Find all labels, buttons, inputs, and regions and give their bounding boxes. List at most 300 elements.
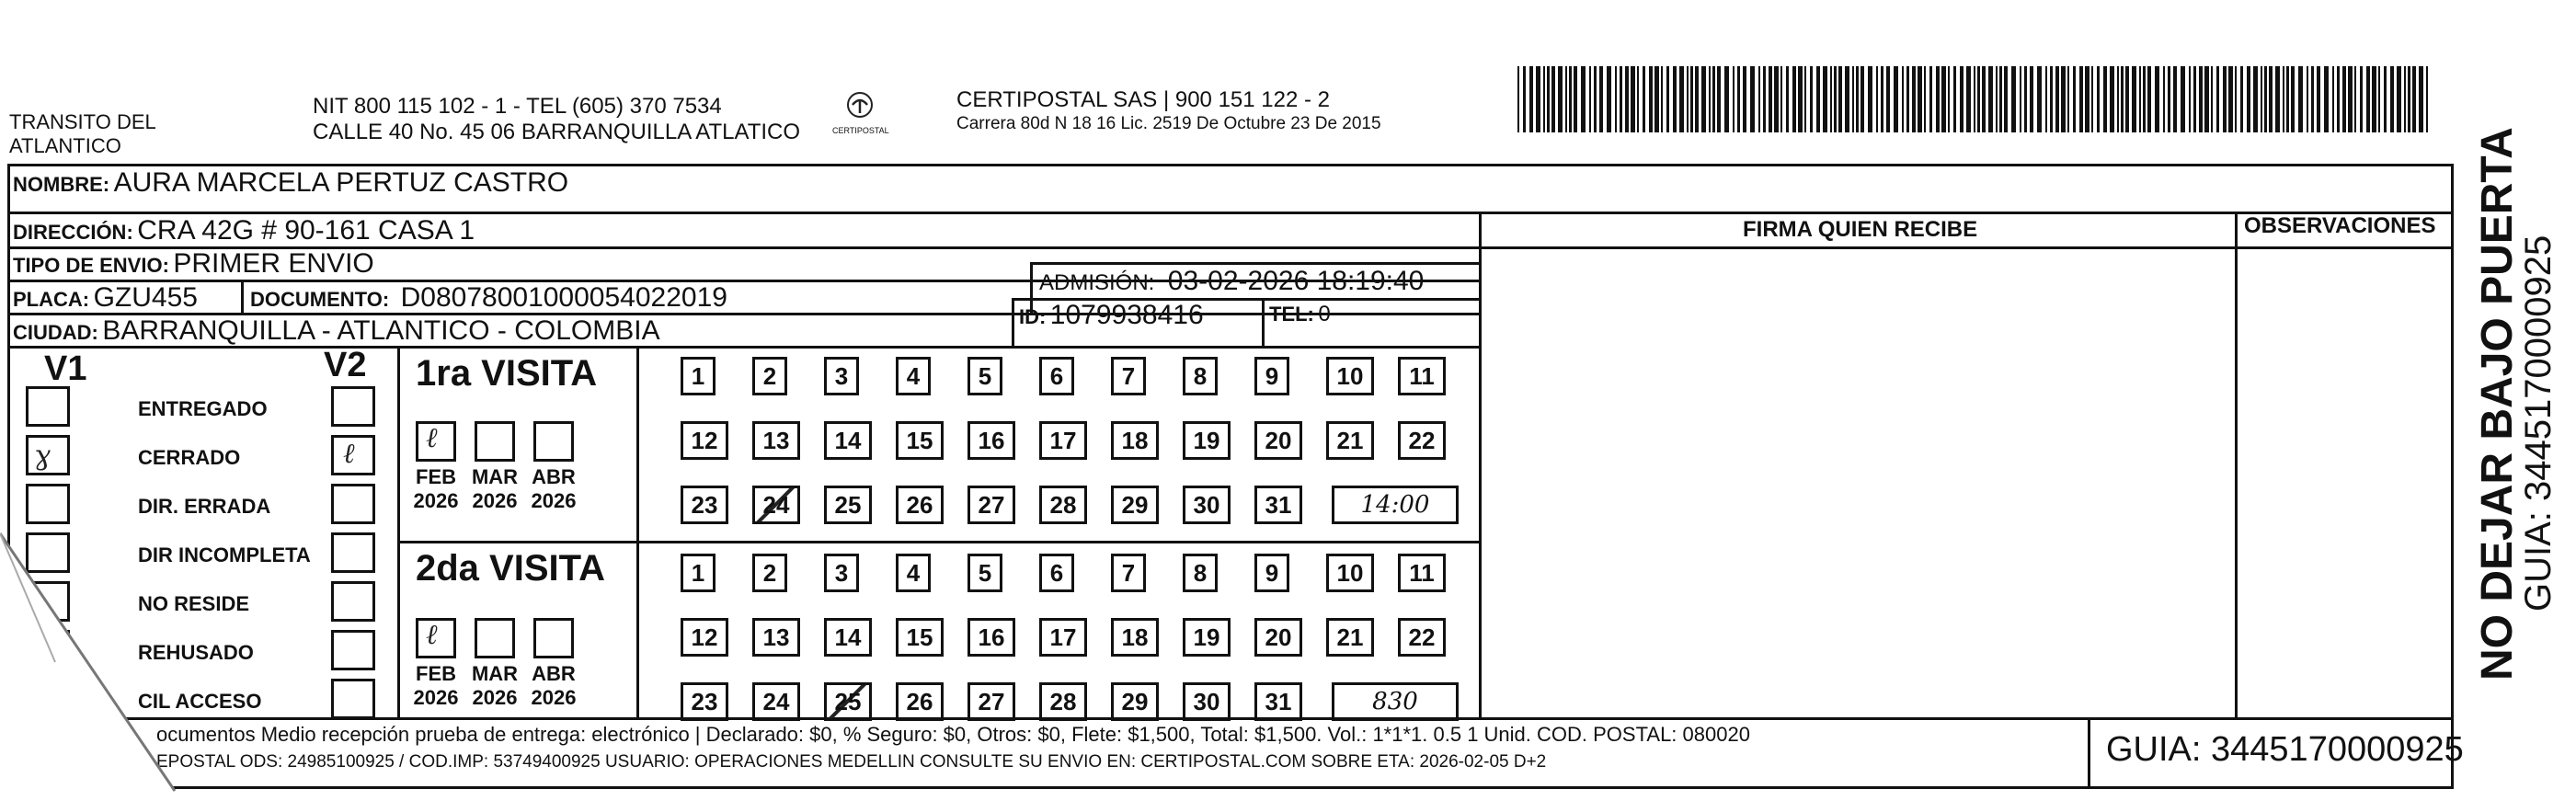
day-cell[interactable]: 30: [1183, 486, 1231, 524]
day-cell[interactable]: 11: [1398, 554, 1446, 592]
v2-checkbox[interactable]: [331, 630, 375, 670]
admision-field: [1039, 266, 1424, 297]
barcode-bar: [2317, 66, 2320, 132]
barcode-bar: [2193, 66, 2196, 132]
month-checkbox[interactable]: [416, 421, 456, 462]
placa-field: [13, 282, 198, 314]
barcode-bar: [2261, 66, 2262, 132]
barcode-bar: [1886, 66, 1890, 132]
tel-field: [1269, 302, 1331, 327]
barcode-bar: [2055, 66, 2059, 132]
day-cell[interactable]: 11: [1398, 357, 1446, 395]
day-cell[interactable]: 14: [824, 421, 872, 460]
barcode: [1517, 66, 2437, 132]
barcode-bar: [2286, 66, 2289, 132]
barcode-bar: [2283, 66, 2284, 132]
day-cell[interactable]: 9: [1254, 554, 1289, 592]
month-label: FEB 2026: [413, 465, 459, 512]
day-cell[interactable]: 16: [967, 421, 1015, 460]
barcode-bar: [2419, 66, 2423, 132]
firma-header: FIRMA QUIEN RECIBE: [1743, 217, 1978, 242]
barcode-bar: [1712, 66, 1715, 132]
day-cell[interactable]: 1: [681, 357, 716, 395]
day-cell[interactable]: 30: [1183, 682, 1231, 721]
barcode-bar: [2067, 66, 2069, 132]
barcode-bar: [2264, 66, 2267, 132]
barcode-bar: [2247, 66, 2250, 132]
barcode-bar: [1912, 66, 1916, 132]
month-checkbox[interactable]: [475, 421, 515, 462]
barcode-bar: [1894, 66, 1898, 132]
col-divider: [1262, 298, 1265, 346]
day-cell[interactable]: 15: [896, 618, 944, 657]
col-divider: [1012, 298, 1014, 346]
barcode-bar: [2366, 66, 2370, 132]
barcode-bar: [1902, 66, 1904, 132]
barcode-bar: [1918, 66, 1922, 132]
day-cell[interactable]: 17: [1039, 421, 1087, 460]
day-cell[interactable]: 25: [824, 682, 872, 721]
barcode-bar: [2228, 66, 2233, 132]
day-cell[interactable]: 27: [967, 682, 1015, 721]
check-mark: ℓ: [426, 422, 438, 454]
barcode-bar: [2397, 66, 2401, 132]
barcode-bar: [1701, 66, 1706, 132]
barcode-bar: [1852, 66, 1854, 132]
day-cell[interactable]: 20: [1254, 421, 1302, 460]
day-cell[interactable]: 22: [1398, 618, 1446, 657]
barcode-bar: [1620, 66, 1622, 132]
col-divider: [2088, 717, 2090, 789]
barcode-bar: [1581, 66, 1586, 132]
day-cell[interactable]: 5: [967, 554, 1002, 592]
barcode-bar: [1996, 66, 1998, 132]
barcode-bar: [1974, 66, 1975, 132]
day-cell[interactable]: 1: [681, 554, 716, 592]
barcode-bar: [2240, 66, 2243, 132]
barcode-bar: [1758, 66, 1760, 132]
status-label: DIR INCOMPLETA: [138, 543, 311, 566]
day-cell[interactable]: 12: [681, 618, 728, 657]
barcode-bar: [1816, 66, 1820, 132]
day-cell[interactable]: 31: [1254, 682, 1302, 721]
month-checkbox[interactable]: [533, 618, 574, 658]
barcode-bar: [1856, 66, 1859, 132]
barcode-bar: [1649, 66, 1653, 132]
day-cell[interactable]: 13: [752, 421, 800, 460]
barcode-bar: [2011, 66, 2016, 132]
row-divider: [7, 246, 2454, 249]
barcode-bar: [1948, 66, 1950, 132]
certipostal-logo-icon: [841, 90, 878, 121]
barcode-bar: [1860, 66, 1864, 132]
footer-guia: GUIA: 3445170000925: [2106, 730, 2464, 769]
day-cell[interactable]: 6: [1039, 357, 1074, 395]
col-divider: [2235, 212, 2238, 717]
barcode-bar: [2324, 66, 2329, 132]
day-cell[interactable]: 2: [752, 357, 787, 395]
row-divider: [1030, 262, 1479, 265]
barcode-bar: [1695, 66, 1699, 132]
admision-label: ADMISIÓN:: [1039, 270, 1155, 295]
no-dejar-warning: NO DEJAR BAJO PUERTA: [2473, 127, 2522, 680]
barcode-bar: [1607, 66, 1611, 132]
barcode-bar: [2079, 66, 2083, 132]
barcode-bar: [1823, 66, 1827, 132]
barcode-bar: [1517, 66, 1519, 132]
barcode-bar: [2269, 66, 2273, 132]
barcode-bar: [1960, 66, 1963, 132]
nombre-field: [13, 167, 568, 199]
status-label: DIR. ERRADA: [138, 495, 271, 518]
barcode-bar: [2121, 66, 2124, 132]
barcode-bar: [2337, 66, 2340, 132]
day-cell[interactable]: 5: [967, 357, 1002, 395]
barcode-bar: [2332, 66, 2334, 132]
documento-value: D08078001000054022019: [400, 282, 727, 313]
address-line: CALLE 40 No. 45 06 BARRANQUILLA ATLATICO: [313, 120, 801, 144]
day-cell[interactable]: 9: [1254, 357, 1289, 395]
time-field[interactable]: 14:00: [1332, 486, 1459, 524]
v2-checkbox[interactable]: [331, 532, 375, 573]
v2-checkbox[interactable]: [331, 484, 375, 524]
barcode-bar: [2384, 66, 2387, 132]
day-cell[interactable]: 10: [1326, 554, 1374, 592]
barcode-bar: [1717, 66, 1721, 132]
day-cell[interactable]: 10: [1326, 357, 1374, 395]
day-cell[interactable]: 4: [896, 357, 931, 395]
day-cell[interactable]: 19: [1183, 421, 1231, 460]
day-cell[interactable]: 18: [1111, 618, 1159, 657]
barcode-bar: [2061, 66, 2066, 132]
tel-label: TEL:: [1269, 303, 1314, 326]
admision-value: 03-02-2026 18:19:40: [1167, 266, 1425, 296]
barcode-bar: [2073, 66, 2076, 132]
barcode-bar: [2211, 66, 2213, 132]
month-checkbox[interactable]: [533, 421, 574, 462]
barcode-bar: [2291, 66, 2295, 132]
month-label: FEB 2026: [413, 662, 459, 709]
barcode-bar: [2110, 66, 2114, 132]
barcode-bar: [2199, 66, 2203, 132]
barcode-bar: [2235, 66, 2237, 132]
day-cell[interactable]: 2: [752, 554, 787, 592]
check-mark: ℓ: [343, 438, 355, 470]
barcode-bar: [1673, 66, 1677, 132]
row-divider: [397, 541, 1479, 543]
barcode-bar: [2103, 66, 2107, 132]
barcode-bar: [2372, 66, 2376, 132]
observaciones-header: OBSERVACIONES: [2244, 213, 2436, 238]
day-cell[interactable]: 28: [1039, 682, 1087, 721]
month-label: ABR 2026: [531, 662, 577, 709]
visit2-title: 2da VISITA: [416, 548, 605, 589]
ciudad-value: BARRANQUILLA - ATLANTICO - COLOMBIA: [102, 315, 660, 346]
barcode-bar: [1763, 66, 1766, 132]
day-cell[interactable]: 20: [1254, 618, 1302, 657]
month-checkbox[interactable]: [416, 618, 456, 658]
id-label: ID:: [1019, 305, 1047, 328]
day-cell[interactable]: 26: [896, 486, 944, 524]
barcode-bar: [1780, 66, 1782, 132]
barcode-bar: [1977, 66, 1980, 132]
day-cell[interactable]: 4: [896, 554, 931, 592]
status-label: CIL ACCESO: [138, 690, 262, 713]
status-label: REHUSADO: [138, 641, 254, 664]
barcode-bar: [1529, 66, 1533, 132]
barcode-bar: [2408, 66, 2410, 132]
v2-checkbox[interactable]: [331, 435, 375, 475]
license-line: Carrera 80d N 18 16 Lic. 2519 De Octubre 23 De 2015: [956, 114, 1381, 133]
month-label: MAR 2026: [471, 662, 519, 709]
barcode-bar: [2223, 66, 2227, 132]
barcode-bar: [2050, 66, 2053, 132]
barcode-bar: [1906, 66, 1909, 132]
barcode-bar: [2181, 66, 2185, 132]
visit1-title: 1ra VISITA: [416, 353, 598, 394]
month-label: MAR 2026: [471, 465, 519, 512]
day-cell[interactable]: 25: [824, 486, 872, 524]
v2-checkbox[interactable]: [331, 679, 375, 719]
barcode-bar: [2045, 66, 2047, 132]
day-cell[interactable]: 17: [1039, 618, 1087, 657]
barcode-bar: [2307, 66, 2308, 132]
barcode-bar: [1594, 66, 1597, 132]
barcode-bar: [2426, 66, 2428, 132]
status-label: NO RESIDE: [138, 592, 250, 615]
barcode-bar: [2189, 66, 2191, 132]
barcode-bar: [2168, 66, 2170, 132]
day-cell[interactable]: 15: [896, 421, 944, 460]
barcode-bar: [2117, 66, 2119, 132]
direccion-value: CRA 42G # 90-161 CASA 1: [137, 215, 475, 246]
barcode-bar: [2342, 66, 2346, 132]
day-cell[interactable]: 3: [824, 554, 859, 592]
barcode-bar: [1769, 66, 1772, 132]
id-field: [1019, 300, 1204, 331]
barcode-bar: [2097, 66, 2100, 132]
day-cell[interactable]: 24: [752, 486, 800, 524]
day-cell[interactable]: 7: [1111, 357, 1146, 395]
barcode-bar: [2004, 66, 2008, 132]
day-cell[interactable]: 29: [1111, 486, 1159, 524]
barcode-bar: [2360, 66, 2363, 132]
day-cell[interactable]: 8: [1183, 554, 1218, 592]
day-cell[interactable]: 19: [1183, 618, 1231, 657]
barcode-bar: [2143, 66, 2146, 132]
tipo-value: PRIMER ENVIO: [173, 248, 374, 279]
barcode-bar: [1830, 66, 1832, 132]
barcode-bar: [1743, 66, 1746, 132]
day-cell[interactable]: 12: [681, 421, 728, 460]
day-cell[interactable]: 7: [1111, 554, 1146, 592]
v2-label: V2: [324, 346, 367, 384]
barcode-bar: [2024, 66, 2027, 132]
barcode-bar: [1654, 66, 1659, 132]
barcode-bar: [2216, 66, 2219, 132]
barcode-bar: [1881, 66, 1883, 132]
barcode-bar: [1565, 66, 1567, 132]
barcode-bar: [2173, 66, 2177, 132]
day-cell[interactable]: 23: [681, 486, 728, 524]
barcode-bar: [1810, 66, 1813, 132]
col-divider: [1479, 212, 1482, 717]
day-cell[interactable]: 26: [896, 682, 944, 721]
day-cell[interactable]: 13: [752, 618, 800, 657]
barcode-bar: [2163, 66, 2165, 132]
barcode-bar: [1750, 66, 1755, 132]
barcode-bar: [1687, 66, 1689, 132]
barcode-bar: [1966, 66, 1971, 132]
check-mark: ɣ: [34, 440, 51, 472]
nombre-value: AURA MARCELA PERTUZ CASTRO: [113, 167, 569, 198]
day-cell[interactable]: 23: [681, 682, 728, 721]
barcode-bar: [1690, 66, 1693, 132]
tipo-label: TIPO DE ENVIO:: [13, 254, 169, 277]
col-divider: [397, 346, 400, 717]
barcode-bar: [1547, 66, 1550, 132]
barcode-bar: [1868, 66, 1872, 132]
col-divider: [241, 280, 244, 313]
barcode-bar: [1631, 66, 1635, 132]
day-cell[interactable]: 3: [824, 357, 859, 395]
direccion-field: [13, 215, 475, 246]
barcode-bar: [2390, 66, 2394, 132]
barcode-bar: [1679, 66, 1684, 132]
barcode-bar: [1953, 66, 1956, 132]
barcode-bar: [1838, 66, 1842, 132]
nit-line: NIT 800 115 102 - 1 - TEL (605) 370 7534: [313, 94, 722, 119]
barcode-bar: [2020, 66, 2021, 132]
barcode-bar: [2204, 66, 2209, 132]
barcode-bar: [2132, 66, 2136, 132]
folded-corner: [0, 515, 212, 812]
day-cell[interactable]: 29: [1111, 682, 1159, 721]
day-cell[interactable]: 24: [752, 682, 800, 721]
barcode-bar: [2091, 66, 2093, 132]
check-mark: ℓ: [426, 619, 438, 651]
barcode-bar: [1737, 66, 1740, 132]
barcode-bar: [1845, 66, 1849, 132]
barcode-bar: [1929, 66, 1932, 132]
placa-label: PLACA:: [13, 288, 90, 311]
tipo-field: [13, 248, 374, 280]
day-cell[interactable]: 18: [1111, 421, 1159, 460]
documento-label: DOCUMENTO:: [250, 288, 390, 311]
footer-line1: ocumentos Medio recepción prueba de entrega: electrónico | Declarado: $0, % Seguro: $0, Otros: $0, Flete: $1,500, Total: $1,500. Vol.: 1*1*1. 0.5 1 Unid. COD. POSTAL: 080020: [156, 723, 1750, 746]
barcode-bar: [2348, 66, 2353, 132]
barcode-bar: [1643, 66, 1645, 132]
day-cell[interactable]: 31: [1254, 486, 1302, 524]
v1-checkbox[interactable]: [26, 386, 70, 427]
barcode-bar: [2125, 66, 2129, 132]
day-cell[interactable]: 28: [1039, 486, 1087, 524]
barcode-bar: [1792, 66, 1796, 132]
tel-value: 0: [1318, 302, 1331, 326]
id-value: 1079938416: [1049, 300, 1204, 330]
barcode-bar: [2404, 66, 2406, 132]
company-line: CERTIPOSTAL SAS | 900 151 122 - 2: [956, 87, 1330, 112]
barcode-bar: [1834, 66, 1837, 132]
barcode-bar: [1666, 66, 1669, 132]
direccion-label: DIRECCIÓN:: [13, 221, 133, 244]
barcode-bar: [1615, 66, 1617, 132]
v1-checkbox[interactable]: [26, 435, 70, 475]
v2-checkbox[interactable]: [331, 386, 375, 427]
barcode-bar: [2354, 66, 2356, 132]
placa-value: GZU455: [93, 282, 198, 313]
barcode-bar: [1709, 66, 1711, 132]
col-divider: [636, 346, 639, 717]
barcode-bar: [2378, 66, 2380, 132]
barcode-bar: [1574, 66, 1577, 132]
day-cell[interactable]: 8: [1183, 357, 1218, 395]
barcode-bar: [1637, 66, 1639, 132]
status-label: ENTREGADO: [138, 397, 268, 420]
time-field[interactable]: 830: [1332, 682, 1459, 721]
barcode-bar: [1536, 66, 1540, 132]
month-label: ABR 2026: [531, 465, 577, 512]
barcode-bar: [1558, 66, 1563, 132]
day-cell[interactable]: 6: [1039, 554, 1074, 592]
barcode-bar: [1543, 66, 1545, 132]
barcode-bar: [1774, 66, 1779, 132]
barcode-bar: [2147, 66, 2151, 132]
day-cell[interactable]: 21: [1326, 618, 1374, 657]
barcode-bar: [1936, 66, 1940, 132]
barcode-bar: [2275, 66, 2280, 132]
certipostal-logo: [832, 90, 887, 135]
barcode-bar: [2085, 66, 2089, 132]
barcode-bar: [1569, 66, 1572, 132]
day-cell[interactable]: 16: [967, 618, 1015, 657]
ciudad-label: CIUDAD:: [13, 321, 98, 344]
barcode-bar: [2412, 66, 2416, 132]
barcode-bar: [1523, 66, 1526, 132]
v2-checkbox[interactable]: [331, 581, 375, 622]
barcode-bar: [2030, 66, 2033, 132]
status-label: CERRADO: [138, 446, 241, 469]
barcode-bar: [1625, 66, 1629, 132]
issuer-name: TRANSITO DEL ATLANTICO: [9, 110, 155, 157]
barcode-bar: [1982, 66, 1986, 132]
day-cell[interactable]: 21: [1326, 421, 1374, 460]
day-cell[interactable]: 22: [1398, 421, 1446, 460]
row-divider: [7, 212, 2454, 214]
barcode-bar: [1941, 66, 1946, 132]
barcode-bar: [2155, 66, 2159, 132]
v1-label: V1: [44, 349, 87, 388]
barcode-bar: [1551, 66, 1555, 132]
barcode-bar: [1724, 66, 1729, 132]
day-cell[interactable]: 27: [967, 486, 1015, 524]
logo-text: CERTIPOSTAL: [832, 126, 889, 135]
barcode-bar: [1599, 66, 1603, 132]
ciudad-field: [13, 315, 660, 347]
barcode-bar: [1589, 66, 1591, 132]
barcode-bar: [1733, 66, 1735, 132]
footer-line2: EPOSTAL ODS: 24985100925 / COD.IMP: 53749400925 USUARIO: OPERACIONES MEDELLIN CONSULTE SU ENVIO EN: CERTIPOSTAL.COM SOBRE ETA: 2026-02-05 D+2: [156, 752, 1547, 772]
day-cell[interactable]: 14: [824, 618, 872, 657]
month-checkbox[interactable]: [475, 618, 515, 658]
barcode-bar: [1786, 66, 1789, 132]
barcode-bar: [1999, 66, 2002, 132]
barcode-bar: [2298, 66, 2303, 132]
barcode-bar: [1988, 66, 1993, 132]
barcode-bar: [1804, 66, 1806, 132]
barcode-bar: [2253, 66, 2258, 132]
barcode-bar: [1924, 66, 1926, 132]
